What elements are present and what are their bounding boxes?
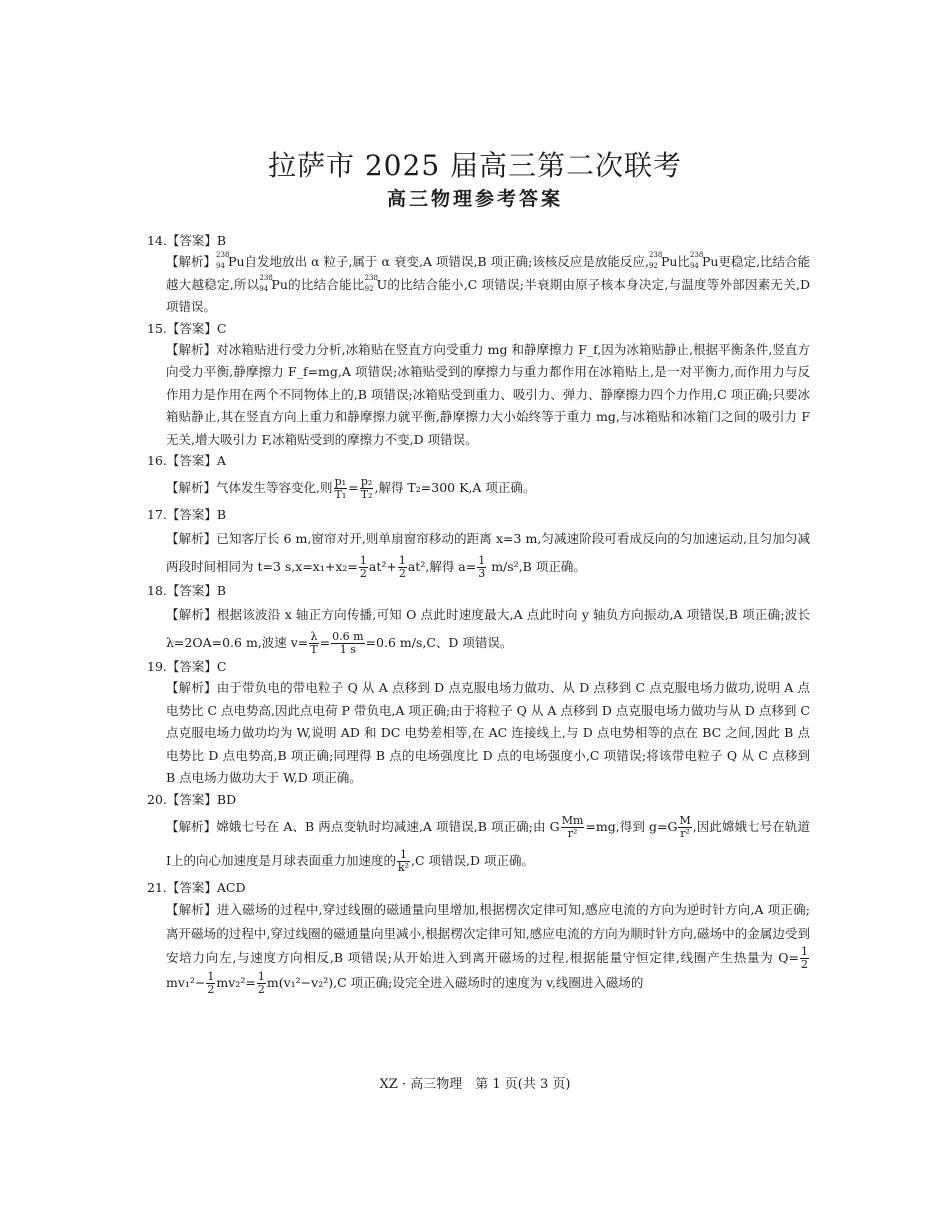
answer-line: 16.【答案】A (147, 453, 226, 468)
question-20 (147, 790, 810, 878)
answer-line: 20.【答案】BD (147, 791, 237, 807)
question-15 (147, 319, 810, 452)
question-18 (147, 581, 810, 657)
page-subtitle: 高三物理参考答案 (386, 188, 563, 210)
question-19 (147, 657, 810, 790)
fraction: $\frac{0.6 m}{1 s}$ (332, 630, 364, 656)
answer-value: B (216, 233, 227, 248)
question-21 (147, 878, 810, 996)
answer-line: 19.【答案】C (147, 659, 227, 674)
fraction: $\frac{1}{\text{k²}}$ (397, 847, 410, 874)
question-16 (147, 451, 810, 505)
question-17 (147, 505, 810, 581)
answer-value: B (216, 583, 227, 598)
fraction: $\frac{1}{2}$ (257, 969, 265, 996)
answer-value: B (216, 507, 227, 522)
answer-line: 18.【答案】B (147, 583, 227, 598)
answer-value: A (216, 453, 226, 468)
fraction: $\frac{Mm}{\text{r²}}$ (561, 813, 584, 840)
page-footer: XZ · 高三物理 第 1 页(共 3 页) (379, 1077, 571, 1092)
answer-line: 15.【答案】C (147, 320, 227, 336)
fraction: $\frac{\lambda}{T}$ (310, 630, 318, 656)
analysis-text: 【解析】 238 94 Pu自发地放出 α 粒子,属于 α 衰变,A 项错误,B 项正确;该核反应是放能反应, 238 92 Pu比 238 94 Pu更稳定,比结合能越大越稳定,所以 238 94 Pu的比结合能比 238 92 U的比结合能小,C 项错误;半衰期由原子核本身决定,与温度等外部因素无关,D 项错误。 (166, 251, 810, 314)
fraction: $\frac{\text{p₁}}{\text{T₁}}$ (334, 475, 347, 501)
page-title: 拉萨市 2025 届高三第二次联考 (267, 149, 683, 182)
answer-value: C (216, 320, 227, 336)
question-14 (147, 231, 810, 319)
fraction: $\frac{\text{p₂}}{\text{T₂}}$ (360, 475, 373, 501)
fraction: $\frac{1}{2}$ (207, 969, 215, 996)
analysis-text: 【解析】嫦娥七号在 A、B 两点变轨时均减速,A 项错误,B 项正确;由 G $\frac{Mm}{\text{r²}}$ =mg,得到 g=G $\frac{M}{\text{r²}}$ ,因此嫦娥七号在轨道Ⅰ上的向心加速度是月球表面重力加速度的 $\frac{1}{\text{k²}}$ ,C 项错误,D 项正确。 (166, 813, 810, 874)
analysis-text: 【解析】气体发生等容变化,则 $\frac{\text{p₁}}{\text{T₁}}$ = $\frac{\text{p₂}}{\text{T₂}}$ ,解得 T₂=300 K,A 项正确。 (166, 475, 536, 501)
fraction: $\frac{M}{\text{r²}}$ (679, 813, 691, 840)
fraction: $\frac{1}{2}$ (359, 554, 367, 580)
analysis-text: 【解析】对冰箱贴进行受力分析,冰箱贴在竖直方向受重力 mg 和静摩擦力 F_f,因为冰箱贴静止,根据平衡条件,竖直方向受力平衡,静摩擦力 F_f=mg,A 项错误;冰箱贴受到的摩擦力与重力都作用在冰箱贴上,是一对平衡力,而作用力与反作用力是作用在两个不同物体上的,B 项错误;冰箱贴受到重力、吸引力、弹力、静摩擦力四个力作用,C 项正确;只要冰箱贴静止,其在竖直方向上重力和静摩擦力就平衡,静摩擦力大小始终等于重力 mg,与冰箱贴和冰箱门之间的吸引力 F 无关,增大吸引力 F,冰箱贴受到的摩擦力不变,D 项错误。 (166, 341, 810, 447)
fraction: $\frac{1}{2}$ (801, 944, 808, 971)
analysis-text: 【解析】已知客厅长 6 m,窗帘对开,则单扇窗帘移动的距离 x=3 m,匀减速阶段可看成反向的匀加速运动,且匀加匀减两段时间相同为 t=3 s,x=x₁+x₂= $\frac{1}{2}$ at²+ $\frac{1}{2}$ at²,解得 a= $\frac{1}{3}$ m/s²,B 项正确。 (166, 531, 810, 580)
answer-value: ACD (216, 879, 246, 895)
answer-line: 14.【答案】B (147, 233, 227, 248)
answer-value: C (216, 659, 227, 674)
answer-line: 17.【答案】B (147, 507, 227, 522)
analysis-text: 【解析】由于带负电的带电粒子 Q 从 A 点移到 D 点克服电场力做功、从 D 点移到 C 点克服电场力做功,说明 A 点电势比 C 点电势高,因此点电荷 P 带负电,A 项正确;由于将粒子 Q 从 A 点移到 D 点克服电场力做功与从 D 点移到 C 点克服电场力做功均为 W,说明 AD 和 DC 电势差相等,在 AC 连接线上,与 D 点电势相等的点在 BC 之间,因此 B 点电势比 D 点电势高,B 项正确;同理得 B 点的电场强度比 D 点的电场强度小,C 项错误;将该带电粒子 Q 从 C 点移到 B 点电场力做功大于 W,D 项正确。 (166, 680, 810, 785)
answer-line: 21.【答案】ACD (147, 879, 246, 895)
answer-content (147, 231, 810, 996)
fraction: $\frac{1}{3}$ (478, 554, 486, 580)
analysis-text: 【解析】根据该波沿 x 轴正方向传播,可知 O 点此时速度最大,A 点此时向 y 轴负方向振动,A 项错误,B 项正确;波长 λ=2OA=0.6 m,波速 v= $\frac{\lambda}{T}$ = $\frac{0.6 m}{1 s}$ =0.6 m/s,C、D 项错误。 (166, 607, 810, 656)
answer-value: BD (216, 791, 237, 807)
analysis-text: 【解析】进入磁场的过程中,穿过线圈的磁通量向里增加,根据楞次定律可知,感应电流的方向为逆时针方向,A 项正确;离开磁场的过程中,穿过线圈的磁通量向里减小,根据楞次定律可知,感应电流的方向为顺时针方向,磁场中的金属边受到安培力向左,与速度方向相反,B 项错误;从开始进入到离开磁场的过程,根据能量守恒定律,线圈产生热量为 Q= $\frac{1}{2}$ mv₁²− $\frac{1}{2}$ mv₂²= $\frac{1}{2}$ m(v₁²−v₂²),C 项正确;设完全进入磁场时的速度为 v,线圈进入磁场的 (166, 901, 810, 996)
fraction: $\frac{1}{2}$ (398, 554, 406, 580)
